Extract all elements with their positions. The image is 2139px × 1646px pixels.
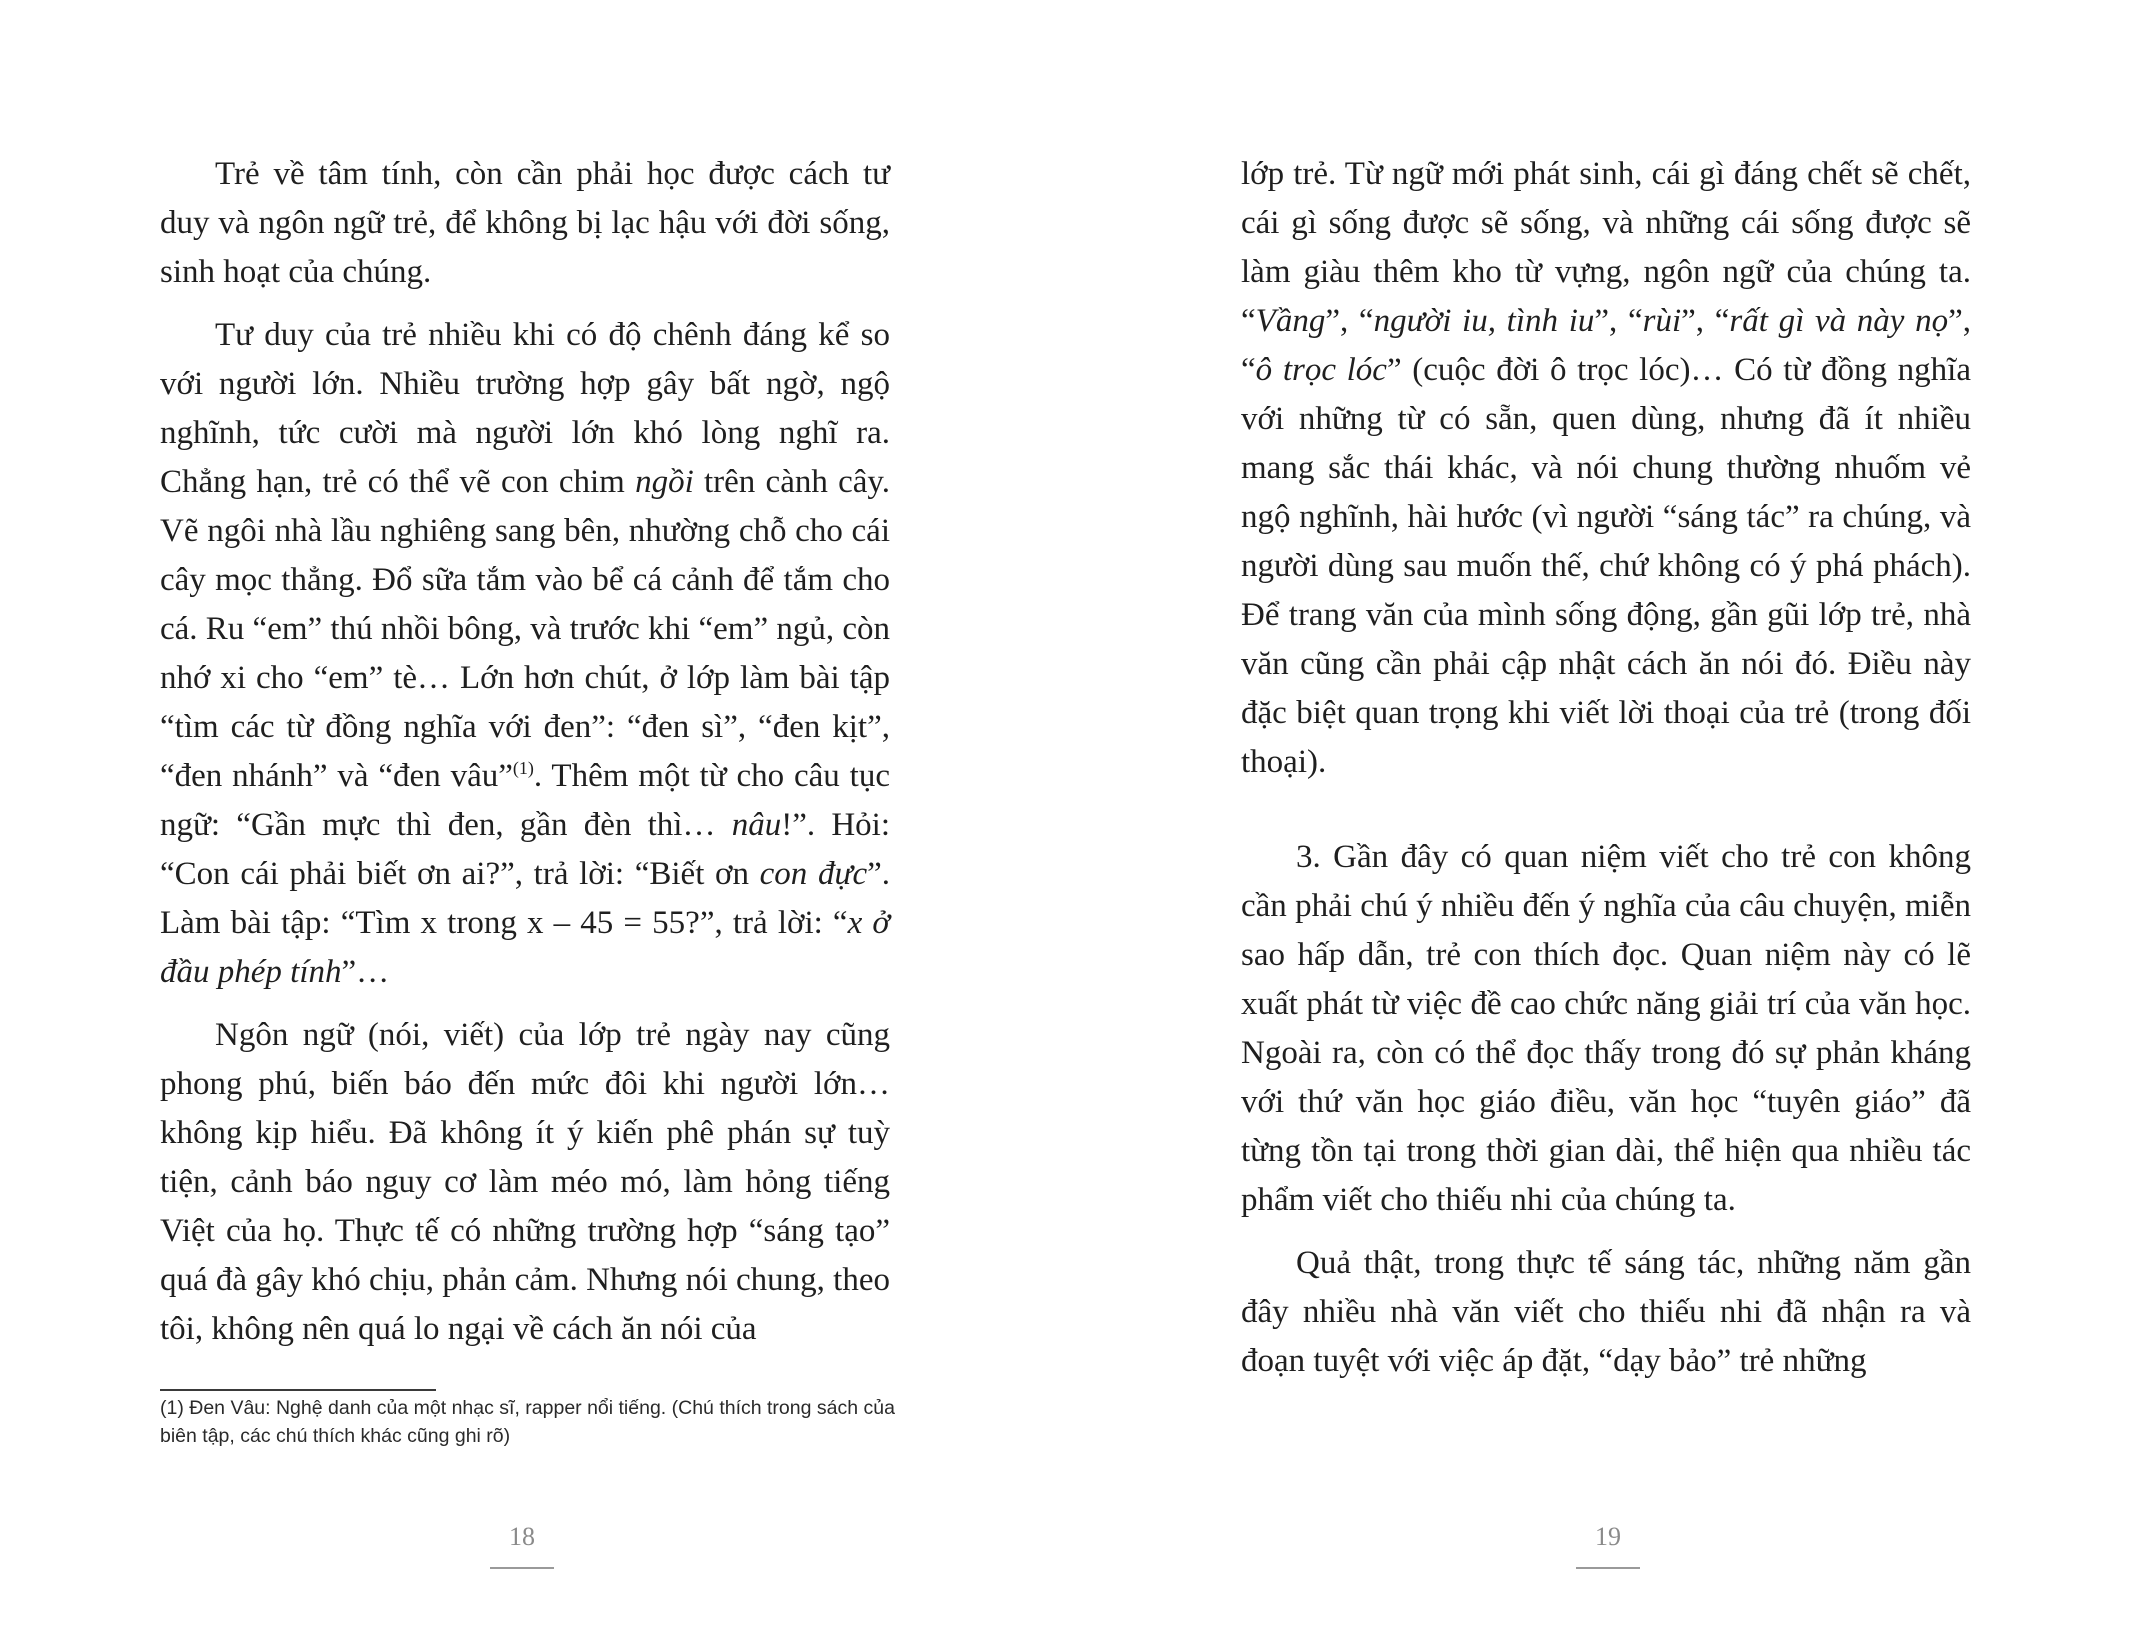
- paragraph: [1241, 150, 1971, 787]
- paragraph: [1241, 833, 1971, 1225]
- text-run: ”, “: [1241, 303, 1972, 388]
- text-run: !”. Hỏi: “Con cái phải biết ơn ai?”, trả lời: “Biết ơn: [160, 807, 891, 892]
- text-run: ” (cuộc đời ô trọc lóc)… Có từ đồng nghĩa với những từ có sẵn, quen dùng, nhưng đã ít nhiều mang sắc thái khác, và nói chung thường nhuốm vẻ ngộ nghĩnh, hài hước (vì người “sáng tác” ra chúng, và người dùng sau muốn thế, chứ không có ý phá phách). Để trang văn của mình sống động, gần gũi lớp trẻ, nhà văn cũng cần phải cập nhật cách ăn nói đó. Điều này đặc biệt quan trọng khi viết lời thoại của trẻ (trong đối thoại).: [1241, 352, 1971, 780]
- text-run: . Thêm một từ cho câu tục ngữ: “Gần mực thì đen, gần đèn thì…: [160, 758, 890, 843]
- right-page: [1070, 0, 2139, 1646]
- paragraph: [160, 311, 890, 997]
- paragraph: [160, 150, 890, 297]
- page-number: 19: [1595, 1522, 1621, 1551]
- italic-text: rất gì và này nọ: [1729, 303, 1949, 339]
- left-page-body: [160, 150, 890, 1368]
- text-run: Quả thật, trong thực tế sáng tác, những năm gần đây nhiều nhà văn viết cho thiếu nhi đã nhận ra và đoạn tuyệt với việc áp đặt, “dạy bảo” trẻ những: [1241, 1245, 1971, 1379]
- page-number-underline: [490, 1567, 554, 1569]
- footnote-divider: [160, 1389, 436, 1391]
- italic-text: con đực: [759, 856, 868, 892]
- footnote-reference[interactable]: (1): [512, 758, 534, 778]
- paragraph: [160, 1011, 890, 1354]
- text-run: ”. Làm bài tập: “Tìm x trong x – 45 = 55?”, trả lời: “: [160, 856, 890, 941]
- text-run: lớp trẻ. Từ ngữ mới phát sinh, cái gì đáng chết sẽ chết, cái gì sống được sẽ sống, và những cái sống được sẽ làm giàu thêm kho từ vựng, ngôn ngữ của chúng ta. “: [1241, 156, 1971, 339]
- text-run: ”…: [341, 954, 390, 990]
- text-run: ”, “: [1325, 303, 1374, 339]
- page-number: 18: [509, 1522, 535, 1551]
- text-run: ”, “: [1681, 303, 1730, 339]
- italic-text: ô trọc lóc: [1255, 352, 1387, 388]
- text-run: ”, “: [1594, 303, 1643, 339]
- text-run: Ngôn ngữ (nói, viết) của lớp trẻ ngày nay cũng phong phú, biến báo đến mức đôi khi người lớn… không kịp hiểu. Đã không ít ý kiến phê phán sự tuỳ tiện, cảnh báo nguy cơ làm méo mó, làm hỏng tiếng Việt của họ. Thực tế có những trường hợp “sáng tạo” quá đà gây khó chịu, phản cảm. Nhưng nói chung, theo tôi, không nên quá lo ngại về cách ăn nói của: [160, 1017, 890, 1347]
- footnote: (1) Đen Vâu: Nghệ danh của một nhạc sĩ, rapper nổi tiếng. (Chú thích trong sách của biên tập, các chú thích khác cũng ghi rõ): [160, 1397, 895, 1447]
- text-run: 3. Gần đây có quan niệm viết cho trẻ con không cần phải chú ý nhiều đến ý nghĩa của câu chuyện, miễn sao hấp dẫn, trẻ con thích đọc. Quan niệm này có lẽ xuất phát từ việc đề cao chức năng giải trí của văn học. Ngoài ra, còn có thể đọc thấy trong đó sự phản kháng với thứ văn học giáo điều, văn học “tuyên giáo” đã từng tồn tại trong thời gian dài, thể hiện qua nhiều tác phẩm viết cho thiếu nhi của chúng ta.: [1241, 839, 1971, 1218]
- italic-text: người iu, tình iu: [1373, 303, 1595, 339]
- italic-text: ngồi: [635, 464, 694, 500]
- page-number-underline: [1576, 1567, 1640, 1569]
- italic-text: rùi: [1642, 303, 1682, 339]
- italic-text: x ở đầu phép tính: [160, 905, 891, 990]
- left-page: [0, 0, 1069, 1646]
- text-run: Trẻ về tâm tính, còn cần phải học được cách tư duy và ngôn ngữ trẻ, để không bị lạc hậu với đời sống, sinh hoạt của chúng.: [160, 156, 890, 290]
- right-page-body: [1241, 150, 1971, 1400]
- italic-text: nâu: [731, 807, 782, 843]
- paragraph: [1241, 1239, 1971, 1386]
- text-run: trên cành cây. Vẽ ngôi nhà lầu nghiêng sang bên, nhường chỗ cho cái cây mọc thẳng. Đổ sữa tắm vào bể cá cảnh để tắm cho cá. Ru “em” thú nhồi bông, và trước khi “em” ngủ, còn nhớ xi cho “em” tè… Lớn hơn chút, ở lớp làm bài tập “tìm các từ đồng nghĩa với đen”: “đen sì”, “đen kịt”, “đen nhánh” và “đen vâu”: [160, 464, 890, 794]
- italic-text: Vầng: [1255, 303, 1326, 339]
- text-run: Tư duy của trẻ nhiều khi có độ chênh đáng kể so với người lớn. Nhiều trường hợp gây bất ngờ, ngộ nghĩnh, tức cười mà người lớn khó lòng nghĩ ra. Chẳng hạn, trẻ có thể vẽ con chim: [160, 317, 890, 500]
